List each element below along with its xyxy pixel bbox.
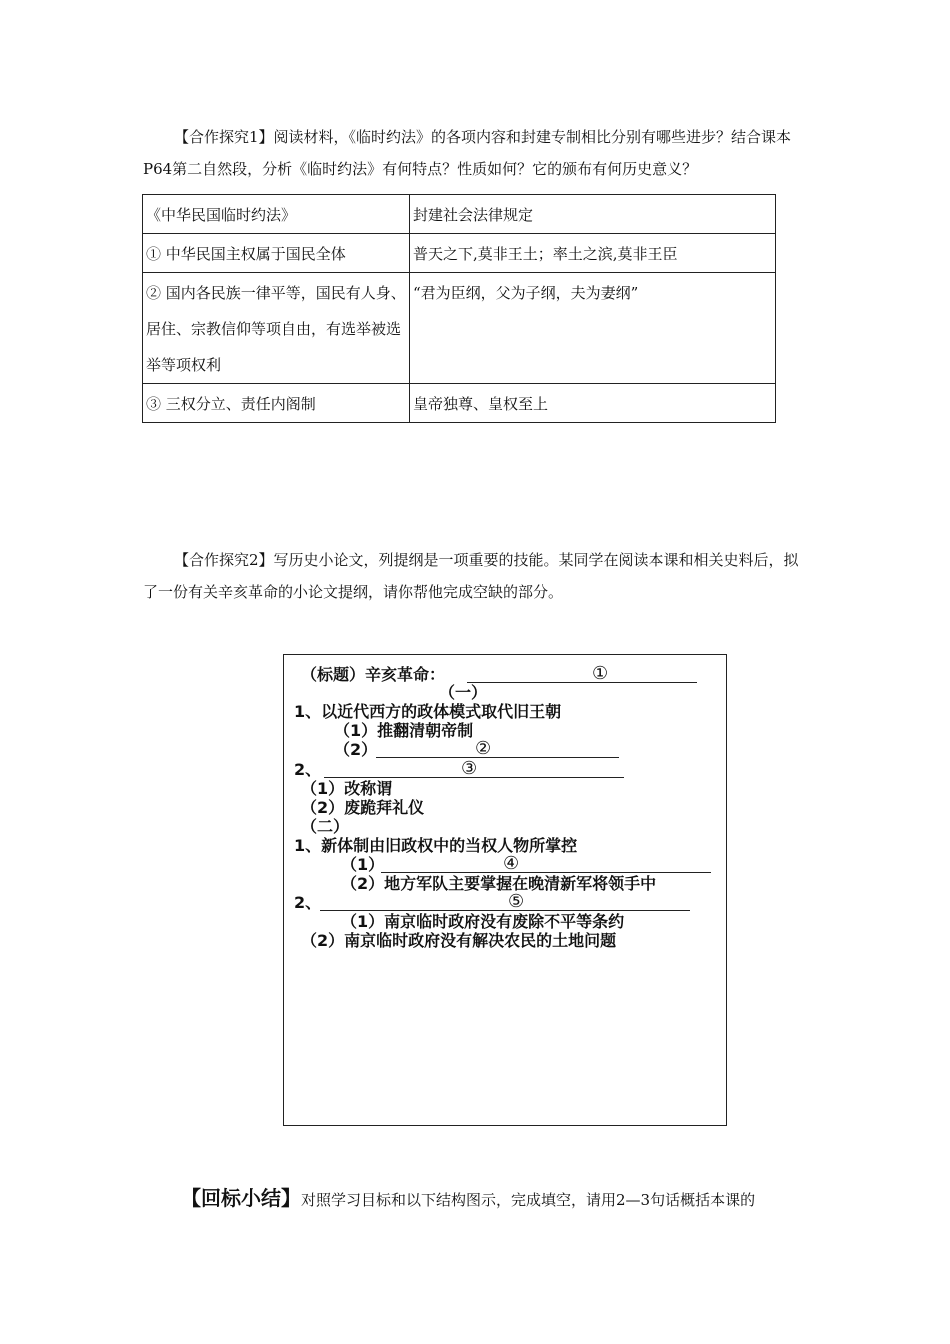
outline-title: （标题）辛亥革命： bbox=[301, 665, 446, 684]
blank-3-marker: ③ bbox=[461, 758, 478, 779]
outline-item-1-1: （1）推翻清朝帝制 bbox=[334, 721, 474, 740]
blank-1-marker: ① bbox=[592, 663, 609, 684]
blank-1-line[interactable] bbox=[467, 682, 697, 683]
outline-item-2-1: （1）改称谓 bbox=[301, 779, 393, 798]
summary-heading: 【回标小结】 bbox=[181, 1186, 301, 1210]
table-header-cell: 封建社会法律规定 bbox=[410, 195, 776, 234]
blank-2-line[interactable] bbox=[376, 757, 619, 758]
outline-item-3: 1、新体制由旧政权中的当权人物所掌控 bbox=[294, 836, 578, 855]
outline-item-2-2: （2）废跪拜礼仪 bbox=[301, 798, 425, 817]
table-header-cell: 《中华民国临时约法》 bbox=[143, 195, 410, 234]
outline-item-4: 2、 bbox=[294, 893, 322, 912]
cooperative-inquiry-2: 【合作探究2】写历史小论文，列提纲是一项重要的技能。某同学在阅读本课和相关史料后，拟了一份有关辛亥革命的小论文提纲，请你帮他完成空缺的部分。 bbox=[143, 551, 799, 601]
table-row bbox=[143, 384, 776, 423]
cooperative-inquiry-1: 【合作探究1】阅读材料，《临时约法》的各项内容和封建专制相比分别有哪些进步？结合课本P64第二自然段，分析《临时约法》有何特点？性质如何？它的颁布有何历史意义？ bbox=[143, 128, 792, 178]
table-cell: ② 国内各民族一律平等，国民有人身、居住、宗教信仰等项自由，有选举被选举等项权利 bbox=[143, 273, 410, 384]
table-header-row bbox=[143, 195, 776, 234]
outline-part-1: （一） bbox=[439, 683, 488, 702]
outline-item-3-1: （1） bbox=[341, 855, 385, 874]
outline-item-4-2: （2）南京临时政府没有解决农民的土地问题 bbox=[301, 931, 617, 950]
essay-outline-box bbox=[283, 654, 727, 1126]
table-row bbox=[143, 273, 776, 384]
table-cell: “君为臣纲，父为子纲，夫为妻纲” bbox=[410, 273, 776, 384]
outline-item-4-1: （1）南京临时政府没有废除不平等条约 bbox=[341, 912, 625, 931]
comparison-table bbox=[142, 194, 776, 423]
blank-5-line[interactable] bbox=[320, 910, 690, 911]
table-cell: 皇帝独尊、皇权至上 bbox=[410, 384, 776, 423]
table-cell: ③ 三权分立、责任内阁制 bbox=[143, 384, 410, 423]
blank-5-marker: ⑤ bbox=[508, 891, 525, 912]
outline-item-1-2: （2） bbox=[334, 740, 378, 759]
summary-paragraph bbox=[181, 1180, 755, 1218]
table-cell: 普天之下,莫非王土；率土之滨,莫非王臣 bbox=[410, 234, 776, 273]
blank-4-marker: ④ bbox=[503, 853, 520, 874]
outline-part-2: （二） bbox=[301, 817, 350, 836]
blank-4-line[interactable] bbox=[381, 872, 711, 873]
table-cell: ① 中华民国主权属于国民全体 bbox=[143, 234, 410, 273]
table-row bbox=[143, 234, 776, 273]
outline-item-2: 2、 bbox=[294, 760, 322, 779]
summary-text: 对照学习目标和以下结构图示，完成填空，请用2—3句话概括本课的 bbox=[301, 1191, 756, 1209]
outline-item-1: 1、以近代西方的政体模式取代旧王朝 bbox=[294, 702, 562, 721]
outline-item-3-2: （2）地方军队主要掌握在晚清新军将领手中 bbox=[341, 874, 657, 893]
blank-2-marker: ② bbox=[475, 738, 492, 759]
